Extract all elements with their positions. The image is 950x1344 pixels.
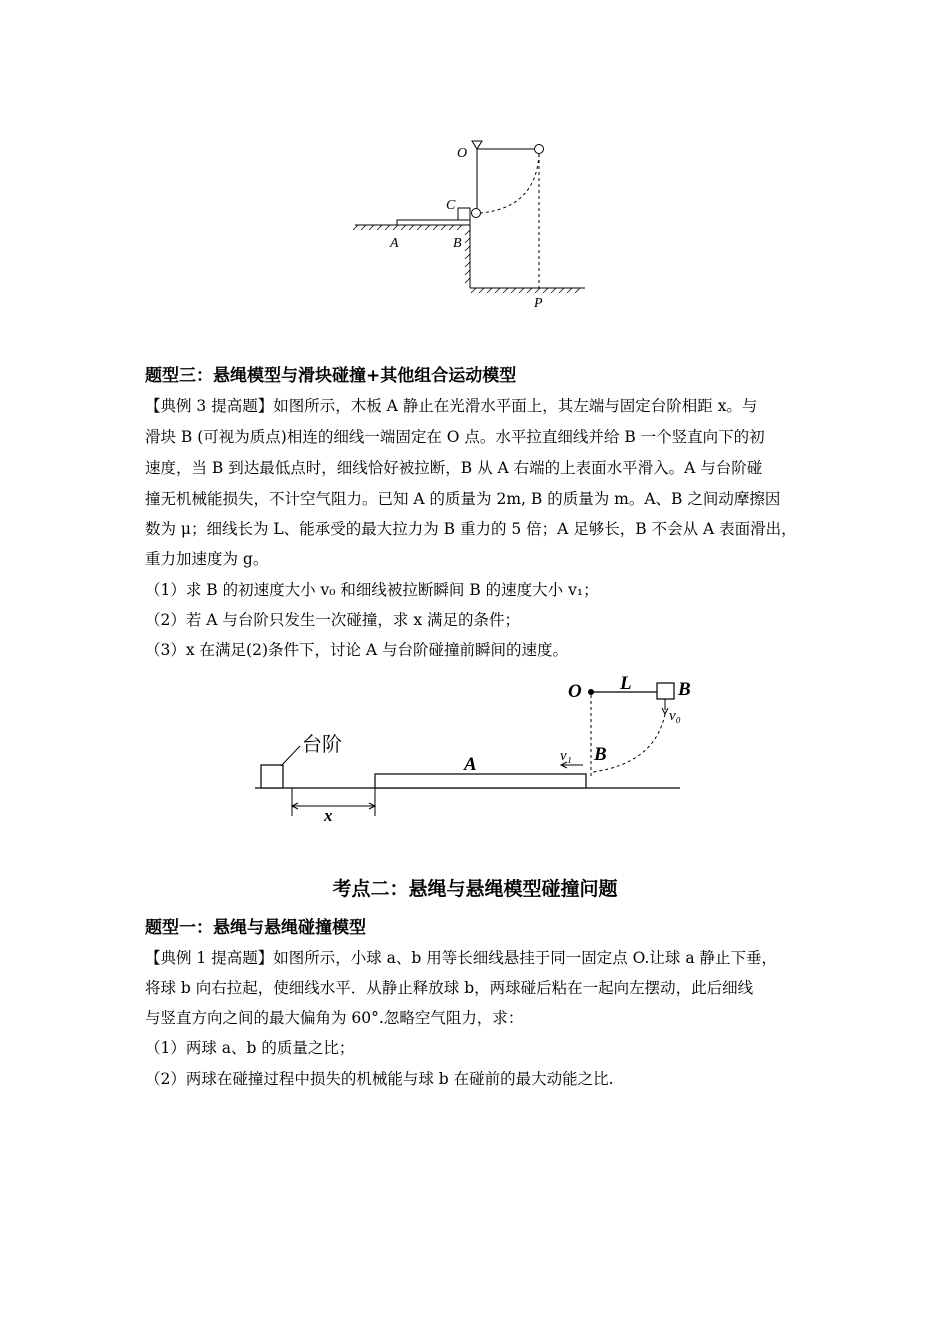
label-L: L <box>620 673 632 694</box>
label-B: B <box>594 744 607 765</box>
question-1: （1）两球 a、b 的质量之比； <box>145 1039 355 1057</box>
problem-line: 速度，当 B 到达最低点时，细线恰好被拉断，B 从 A 右端的上表面水平滑入。A 与台阶碰 <box>145 459 763 477</box>
label-A: A <box>390 236 399 251</box>
problem-line: 【典例 3 提高题】如图所示，木板 A 静止在光滑水平面上，其左端与固定台阶相距 x。与 <box>145 397 758 415</box>
label-B-top: B <box>678 679 691 700</box>
question-1: （1）求 B 的初速度大小 v₀ 和细线被拉断瞬间 B 的速度大小 v₁； <box>145 581 599 599</box>
label-v1: v₁ <box>560 748 572 764</box>
label-step: 台阶 <box>302 734 342 756</box>
label-v0: v₀ <box>669 708 681 724</box>
question-2: （2）两球在碰撞过程中损失的机械能与球 b 在碰前的最大动能之比. <box>145 1070 614 1088</box>
label-x: x <box>324 806 333 825</box>
label-P: P <box>534 296 543 311</box>
problem-line: 将球 b 向右拉起，使细线水平．从静止释放球 b，两球碰后粘在一起向左摆动，此后细线 <box>145 979 754 997</box>
problem-line: 重力加速度为 g。 <box>145 550 269 568</box>
problem-line: 撞无机械能损失，不计空气阻力。已知 A 的质量为 2m, B 的质量为 m。A、B 之间动摩擦因 <box>145 490 781 508</box>
problem-line: 数为 μ；细线长为 L、能承受的最大拉力为 B 重力的 5 倍；A 足够长，B 不会从 A 表面滑出， <box>145 520 797 538</box>
label-B: B <box>453 236 462 251</box>
problem-line: 【典例 1 提高题】如图所示，小球 a、b 用等长细线悬挂于同一固定点 O.让球 a 静止下垂， <box>145 949 777 967</box>
section-heading: 题型一：悬绳与悬绳碰撞模型 <box>145 918 366 938</box>
question-2: （2）若 A 与台阶只发生一次碰撞，求 x 满足的条件； <box>145 611 521 629</box>
pendulum-step-figure <box>340 130 600 315</box>
label-O: O <box>568 681 582 702</box>
section-heading: 题型三：悬绳模型与滑块碰撞+其他组合运动模型 <box>145 366 517 386</box>
problem-line: 与竖直方向之间的最大偏角为 60°.忽略空气阻力，求： <box>145 1009 524 1027</box>
label-C: C <box>446 198 456 213</box>
label-O: O <box>457 146 468 161</box>
board-step-figure <box>250 668 700 828</box>
topic-title: 考点二：悬绳与悬绳模型碰撞问题 <box>332 878 618 900</box>
problem-line: 滑块 B (可视为质点)相连的细线一端固定在 O 点。水平拉直细线并给 B 一个竖直向下的初 <box>145 428 765 446</box>
question-3: （3）x 在满足(2)条件下，讨论 A 与台阶碰撞前瞬间的速度。 <box>145 641 569 659</box>
label-A: A <box>464 754 477 775</box>
